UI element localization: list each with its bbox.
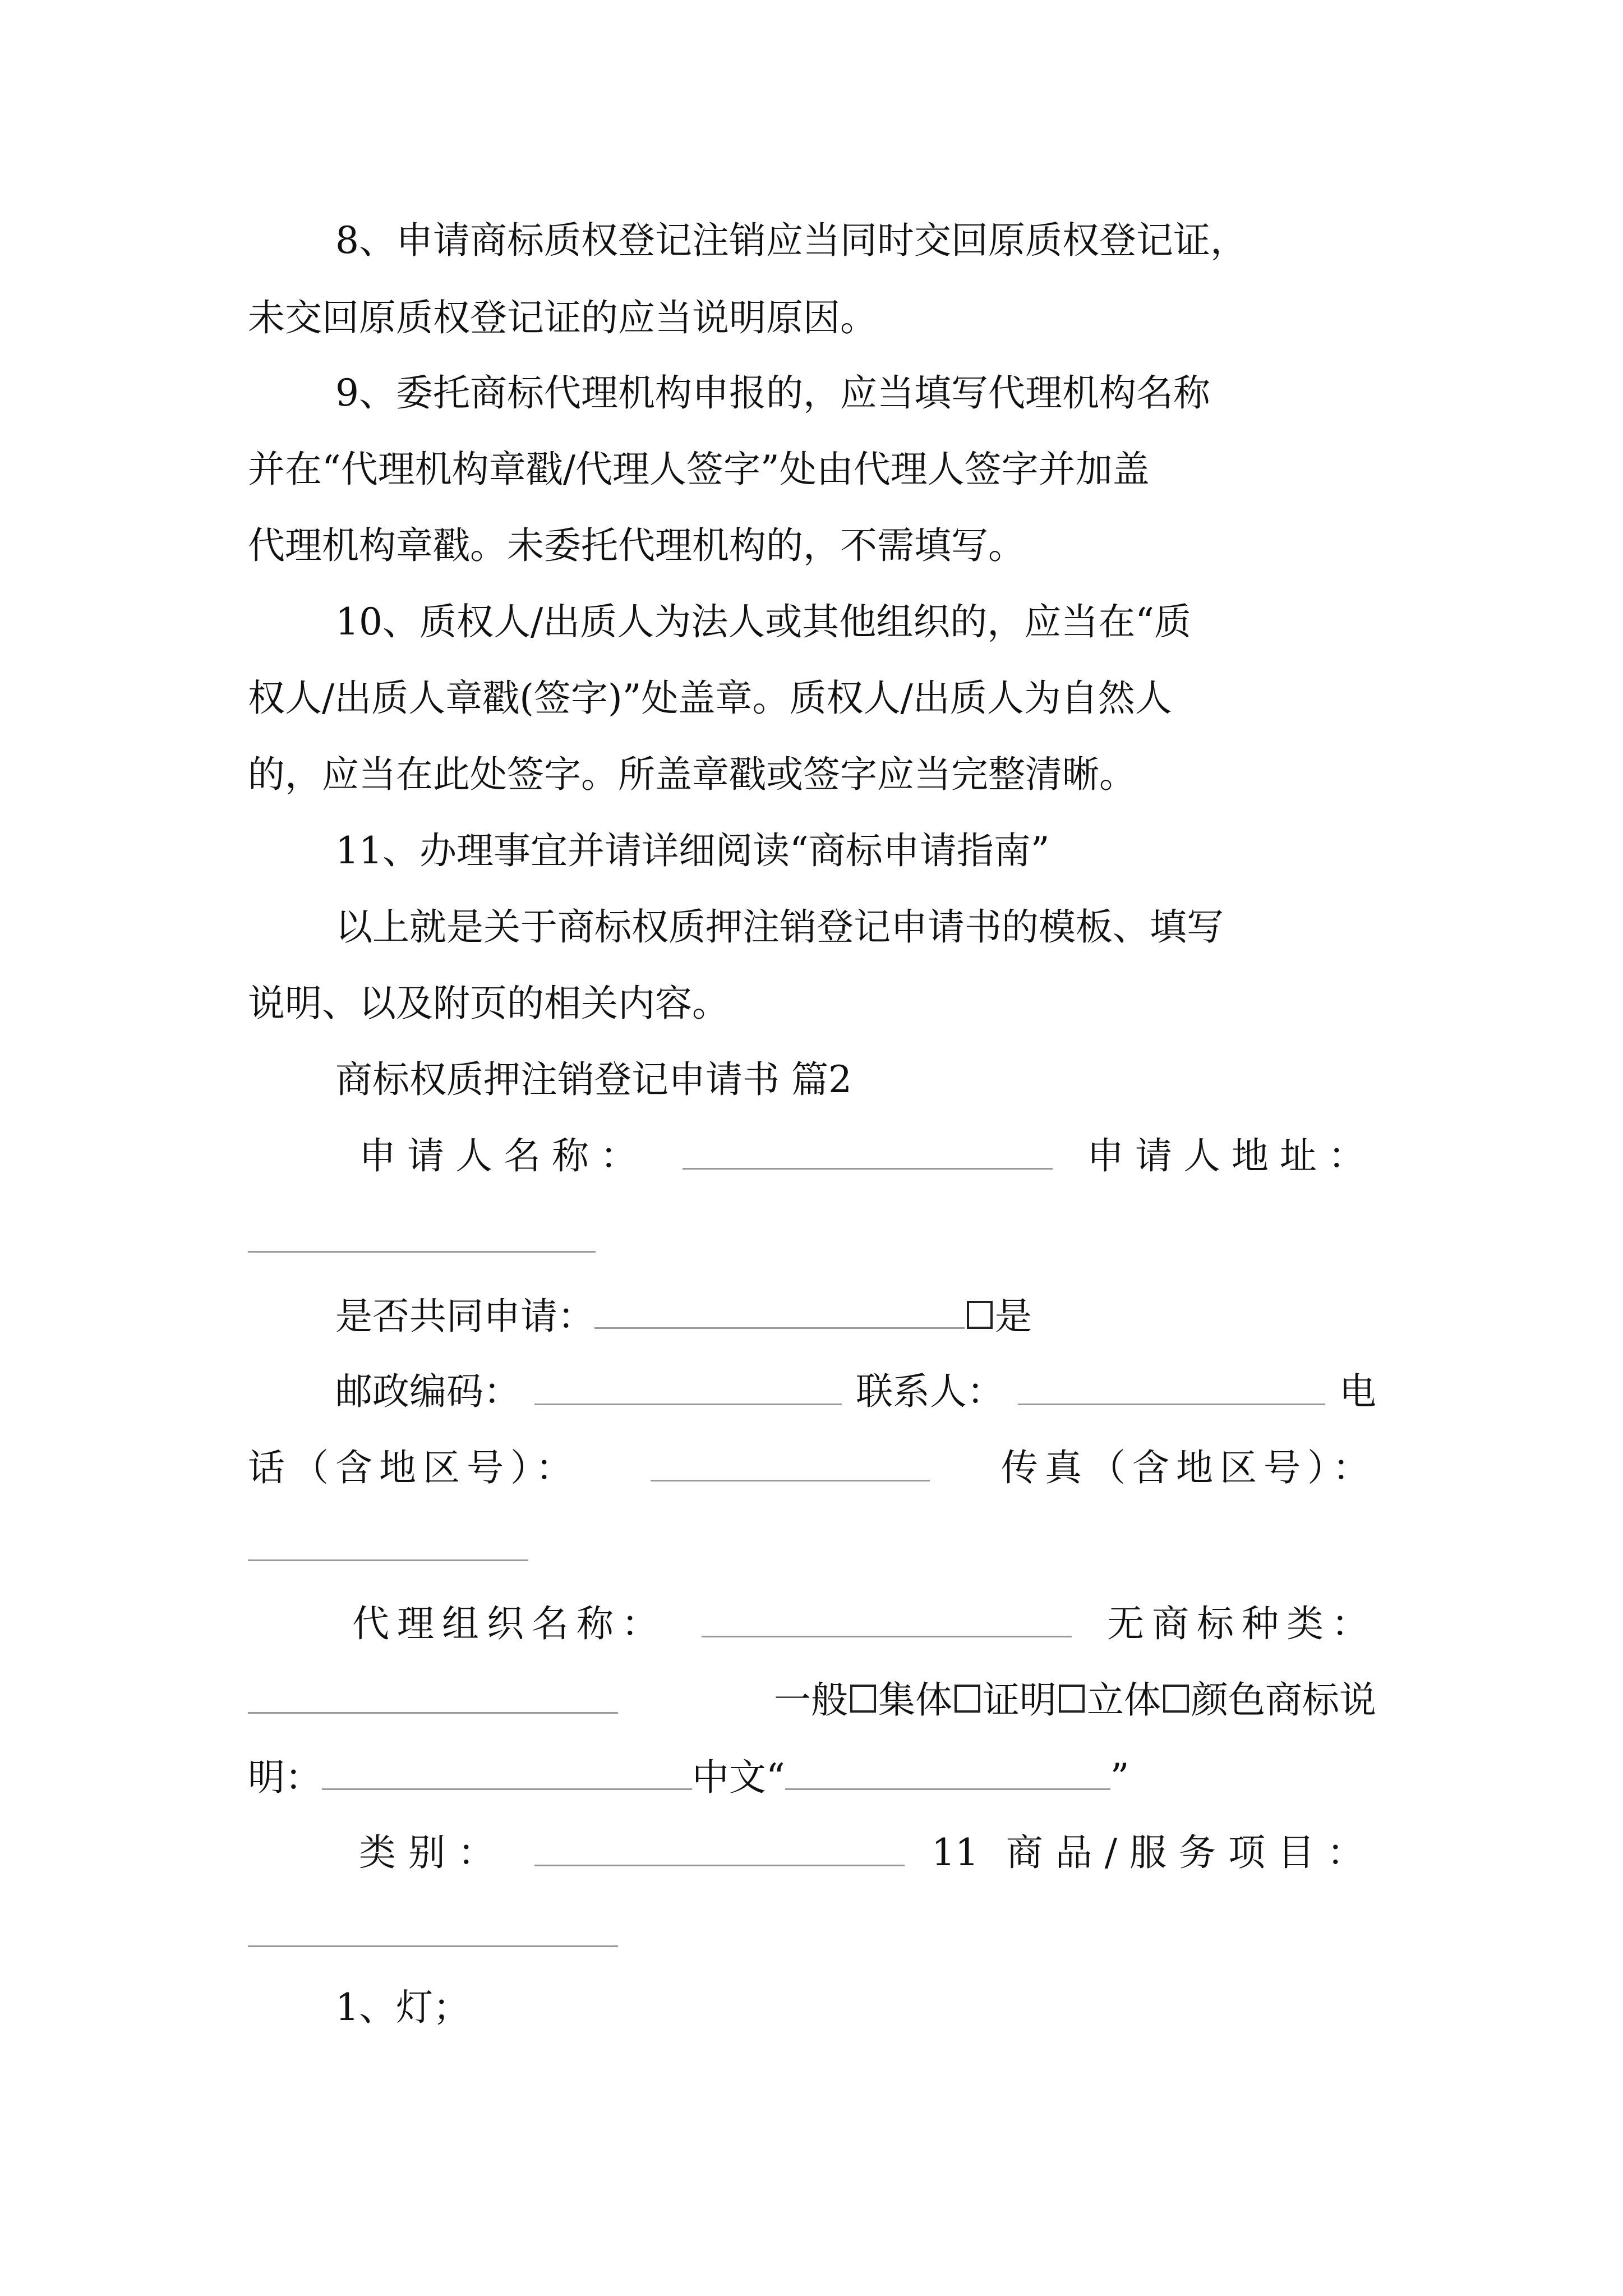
phone-blank[interactable] [651,1443,930,1481]
trademark-type-label: 无商标种类： [1107,1602,1376,1645]
trademark-type-blank[interactable] [248,1675,618,1714]
contact-blank[interactable] [1018,1366,1325,1405]
applicant-name-blank[interactable] [683,1131,1053,1170]
trademark-type-options-row [248,1675,1376,1726]
summary-line-2: 说明、以及附页的相关内容。 [248,982,729,1025]
type-collective-label: 集体 [878,1678,952,1722]
phone-label-part1: 电 [1339,1370,1376,1413]
paragraph-9-line-1: 9、委托商标代理机构申报的，应当填写代理机构名称 [335,371,1210,415]
type-general-label: 一般 [774,1678,848,1722]
phone-label: 话（含地区号）： [248,1446,579,1489]
joint-yes-label: 是 [995,1295,1032,1338]
postcode-blank[interactable] [534,1366,842,1405]
joint-application-label: 是否共同申请： [335,1295,594,1338]
paragraph-9-line-3: 代理机构章戳。未委托代理机构的，不需填写。 [248,524,1025,567]
chinese-text-blank[interactable] [785,1751,1110,1790]
agency-type-row [352,1599,1376,1649]
paragraph-8-line-1: 8、申请商标质权登记注销应当同时交回原质权登记证， [335,219,1247,262]
goods-services-label: 商品/服务项目： [1006,1831,1376,1874]
type-certification-label: 证明 [983,1678,1057,1722]
description-row [248,1751,1129,1803]
applicant-name-label: 申请人名称： [359,1134,648,1177]
fax-label: 传真（含地区号）： [1001,1446,1376,1489]
contact-label: 联系人： [856,1370,1004,1413]
type-color-checkbox[interactable] [1163,1685,1189,1713]
type-3d-checkbox[interactable] [1059,1685,1085,1713]
goods-services-blank[interactable] [248,1945,618,1947]
postcode-contact-row [335,1366,1376,1417]
description-blank[interactable] [322,1751,692,1790]
class-blank[interactable] [534,1828,905,1866]
paragraph-11: 11、办理事宜并请详细阅读“商标申请指南” [335,829,1050,872]
postcode-label: 邮政编码： [335,1370,520,1413]
paragraph-10-line-2: 权人/出质人章戳(签字)”处盖章。质权人/出质人为自然人 [248,677,1172,720]
applicant-row [359,1131,1376,1181]
joint-application-blank[interactable] [594,1290,965,1329]
type-collective-checkbox[interactable] [850,1685,876,1713]
description-label: 明： [248,1756,322,1799]
paragraph-8-line-2: 未交回原质权登记证的应当说明原因。 [248,296,877,339]
paragraph-9-line-2: 并在“代理机构章戳/代理人签字”处由代理人签字并加盖 [248,448,1150,491]
agency-name-blank[interactable] [702,1599,1072,1637]
type-certification-checkbox[interactable] [955,1685,980,1713]
phone-fax-row [248,1443,1376,1493]
chinese-close-quote: ” [1110,1756,1129,1799]
summary-line-1: 以上就是关于商标权质押注销登记申请书的模板、填写 [335,905,1224,949]
applicant-address-label: 申请人地址： [1087,1134,1376,1177]
joint-yes-checkbox[interactable] [967,1301,993,1329]
agency-name-label: 代理组织名称： [352,1602,666,1645]
goods-item-1: 1、灯； [335,1986,470,2029]
section-heading: 商标权质押注销登记申请书 篇2 [335,1058,852,1101]
class-value: 11 [932,1831,979,1874]
class-label: 类别： [359,1831,507,1874]
paragraph-10-line-3: 的，应当在此处签字。所盖章戳或签字应当完整清晰。 [248,753,1136,796]
type-3d-label: 立体 [1087,1678,1161,1722]
chinese-label: 中文“ [692,1756,785,1799]
paragraph-10-line-1: 10、质权人/出质人为法人或其他组织的，应当在“质 [335,600,1191,643]
joint-application-row [335,1290,1032,1342]
class-goods-row [359,1828,1376,1878]
fax-blank[interactable] [248,1559,528,1561]
type-color-label: 颜色商标说 [1191,1678,1376,1722]
applicant-address-blank[interactable] [248,1251,596,1253]
